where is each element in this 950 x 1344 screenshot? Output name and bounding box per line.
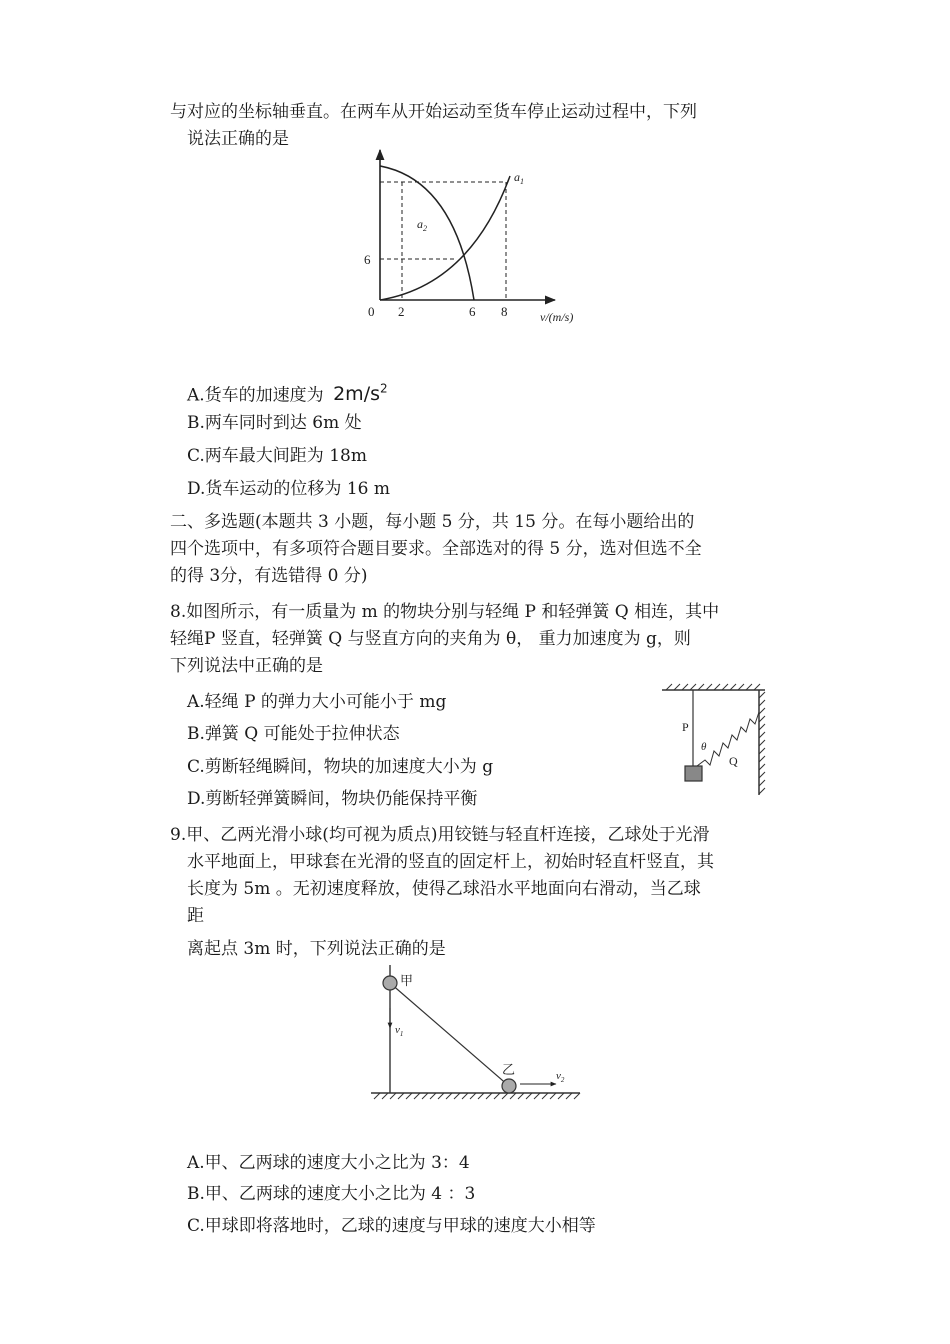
q9-line-3: 长度为 5m 。无初速度释放，使得乙球沿水平地面向右滑动，当乙球 xyxy=(187,879,701,899)
section2-line-2: 四个选项中，有多项符合题目要求。全部选对的得 5 分，选对但选不全 xyxy=(170,539,702,559)
q8-option-a: A.轻绳 P 的弹力大小可能小于 mg xyxy=(187,692,447,712)
label-p: P xyxy=(682,720,689,734)
q8-option-c: C.剪断轻绳瞬间，物块的加速度大小为 g xyxy=(187,757,494,777)
label-v1: $v_1$ xyxy=(395,1024,404,1038)
label-a2: $a_2$ xyxy=(417,217,427,233)
q9-option-b: B.甲、乙两球的速度大小之比为 4 ：3 xyxy=(187,1184,476,1204)
x-axis-label: v/(m/s) xyxy=(540,310,574,324)
q7-option-d: D.货车运动的位移为 16 m xyxy=(187,479,390,499)
section2-line-1: 二、多选题(本题共 3 小题，每小题 5 分，共 15 分。在每小题给出的 xyxy=(170,512,695,532)
q8-line-2: 轻绳P 竖直，轻弹簧 Q 与竖直方向的夹角为 θ， 重力加速度为 g，则 xyxy=(170,629,691,649)
ground-hatch xyxy=(374,1093,580,1099)
q9-line-2: 水平地面上，甲球套在光滑的竖直的固定杆上，初始时轻直杆竖直，其 xyxy=(187,852,714,872)
q7-option-a-value: $2m/s^2$ xyxy=(333,382,388,406)
label-a1: $a_1$ xyxy=(514,170,524,186)
connecting-rod xyxy=(390,983,509,1086)
ball-jia xyxy=(383,976,397,990)
q7-option-a-text: A.货车的加速度为 xyxy=(187,385,324,406)
q7-option-b: B.两车同时到达 6m 处 xyxy=(187,413,362,433)
q9-line-5: 离起点 3m 时，下列说法正确的是 xyxy=(187,939,446,959)
x-tick-6: 6 xyxy=(469,304,476,319)
q9-option-c: C.甲球即将落地时，乙球的速度与甲球的速度大小相等 xyxy=(187,1216,596,1236)
y-tick-6: 6 xyxy=(364,252,371,267)
label-theta: θ xyxy=(701,741,707,753)
q8-line-1: 8.如图所示，有一质量为 m 的物块分别与轻绳 P 和轻弹簧 Q 相连，其中 xyxy=(170,602,720,622)
x-tick-8: 8 xyxy=(501,304,508,319)
q8-option-b: B.弹簧 Q 可能处于拉伸状态 xyxy=(187,724,400,744)
q9-line-1: 9.甲、乙两光滑小球(均可视为质点)用铰链与轻直杆连接，乙球处于光滑 xyxy=(170,825,710,845)
label-v2: $v_2$ xyxy=(556,1070,565,1084)
label-jia: 甲 xyxy=(400,973,414,988)
intro-line-2: 说法正确的是 xyxy=(187,129,289,149)
origin-label: 0 xyxy=(368,304,375,319)
section2-line-3: 的得 3分，有选错得 0 分) xyxy=(170,566,368,586)
q8-option-d: D.剪断轻弹簧瞬间，物块仍能保持平衡 xyxy=(187,789,478,809)
q9-line-4: 距 xyxy=(187,906,204,926)
q8-line-3: 下列说法中正确的是 xyxy=(170,656,323,676)
q7-option-c: C.两车最大间距为 18m xyxy=(187,446,367,466)
label-q: Q xyxy=(729,754,738,768)
label-yi: 乙 xyxy=(502,1062,516,1077)
intro-line-1: 与对应的坐标轴垂直。在两车从开始运动至货车停止运动过程中，下列 xyxy=(170,102,697,122)
q9-option-a: A.甲、乙两球的速度大小之比为 3：4 xyxy=(187,1153,470,1173)
ball-yi xyxy=(502,1079,516,1093)
x-tick-2: 2 xyxy=(398,304,405,319)
